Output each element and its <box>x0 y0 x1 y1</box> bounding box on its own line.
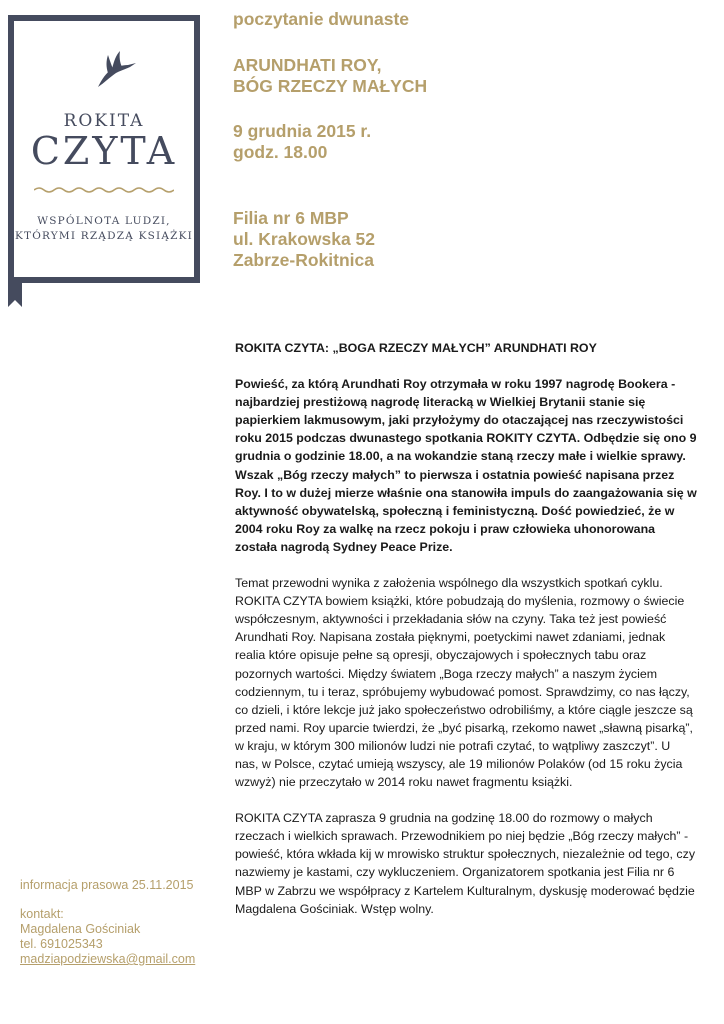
press-info-date: informacja prasowa 25.11.2015 <box>20 878 194 892</box>
article-paragraph-2: ROKITA CZYTA zaprasza 9 grudnia na godzinę 18.00 do rozmowy o małych rzeczach i wielkich sprawach. Przewodnikiem po niej będzie „Bóg rzeczy małych” - powieść, która wkłada kij w mrowisko struktur społecznych, niezależnie od tego, czy nazwiemy je kastami, czy wykluczeniem. Organizatorem spotkania jest Filia nr 6 MBP w Zabrzu we współpracy z Kartelem Kulturalnym, dyskusję moderować będzie Magdalena Gościniak. Wstęp wolny. <box>235 811 696 916</box>
venue-line-1: Filia nr 6 MBP <box>233 208 349 228</box>
event-venue <box>233 208 375 271</box>
rokita-czyta-logo <box>8 15 200 283</box>
event-title-line-2: BÓG RZECZY MAŁYCH <box>233 76 428 96</box>
venue-line-3: Zabrze-Rokitnica <box>233 250 374 270</box>
contact-email-link[interactable]: madziapodziewska@gmail.com <box>20 952 196 966</box>
article-body <box>235 339 697 936</box>
logo-rokita-text: ROKITA <box>63 111 145 131</box>
series-label: poczytanie dwunaste <box>233 9 410 29</box>
crane-bird-icon <box>84 51 144 91</box>
bookmark-ribbon-icon <box>8 283 24 307</box>
contact-phone: tel. 691025343 <box>20 937 103 951</box>
event-datetime <box>233 121 371 163</box>
event-time: godz. 18.00 <box>233 142 328 162</box>
event-title-line-1: ARUNDHATI ROY, <box>233 55 382 75</box>
venue-line-2: ul. Krakowska 52 <box>233 229 376 249</box>
article-heading: ROKITA CZYTA: „BOGA RZECZY MAŁYCH” ARUNDHATI ROY <box>235 341 597 355</box>
logo-tagline-1: WSPÓLNOTA LUDZI, <box>37 215 171 227</box>
event-date: 9 grudnia 2015 r. <box>233 121 372 141</box>
article-lead: Powieść, za którą Arundhati Roy otrzymała w roku 1997 nagrodę Bookera - najbardziej prestiżową nagrodę literacką w Wielkiej Brytanii stanie się papierkiem lakmusowym, jaki przyłożymy do otaczającej nas rzeczywistości roku 2015 podczas dwunastego spotkania ROKITY CZYTA. Odbędzie się ono 9 grudnia o godzinie 18.00, a na wokandzie staną rzeczy małe i wielkie sprawy. Wszak „Bóg rzeczy małych” to pierwsza i ostatnia powieść napisana przez Roy. I to w dużej mierze właśnie ona stanowiła impuls do zaangażowania się w aktywność obywatelską, społeczną i feministyczną. Dość powiedzieć, że w 2004 roku Roy za walkę na rzecz pokoju i praw człowieka uhonorowana została nagrodą Sydney Peace Prize. <box>235 377 697 554</box>
contact-label: kontakt: <box>20 907 64 921</box>
logo-czyta-text: CZYTA <box>30 129 178 173</box>
event-title <box>233 55 427 97</box>
article-paragraph-1: Temat przewodni wynika z założenia wspólnego dla wszystkich spotkań cyklu. ROKITA CZYTA bowiem książki, które pobudzają do myślenia, rozmowy o świecie współczesnym, aktywności i przekładania słów na czyny. Taka też jest powieść Arundhati Roy. Napisana została pięknymi, poetyckimi nawet zdaniami, jednak realia które opisuje pełne są opresji, obyczajowych i społecznych tabu oraz pozornych wartości. Między światem „Boga rzeczy małych” a naszym życiem codziennym, tu i teraz, spróbujemy wybudować pomost. Sprawdzimy, co nas łączy, co dzieli, i które lekcje już jako społeczeństwo odrobiliśmy, a które ciągle jeszcze są przed nami. Roy uparcie twierdzi, że „być pisarką, rzekomo nawet „sławną pisarką”, w kraju, w którym 300 milionów ludzi nie potrafi czytać, to wątpliwy zaszczyt”. U nas, w Polsce, czytać umieją wszyscy, ale 19 milionów Polaków (od 15 roku życia wzwyż) nie przeczytało w 2014 roku nawet fragmentu książki. <box>235 576 693 790</box>
logo-tagline-2: KTÓRYMI RZĄDZĄ KSIĄŻKI <box>14 230 194 242</box>
wave-divider-icon <box>34 185 174 195</box>
contact-name: Magdalena Gościniak <box>20 922 141 936</box>
contact-block <box>20 907 195 967</box>
